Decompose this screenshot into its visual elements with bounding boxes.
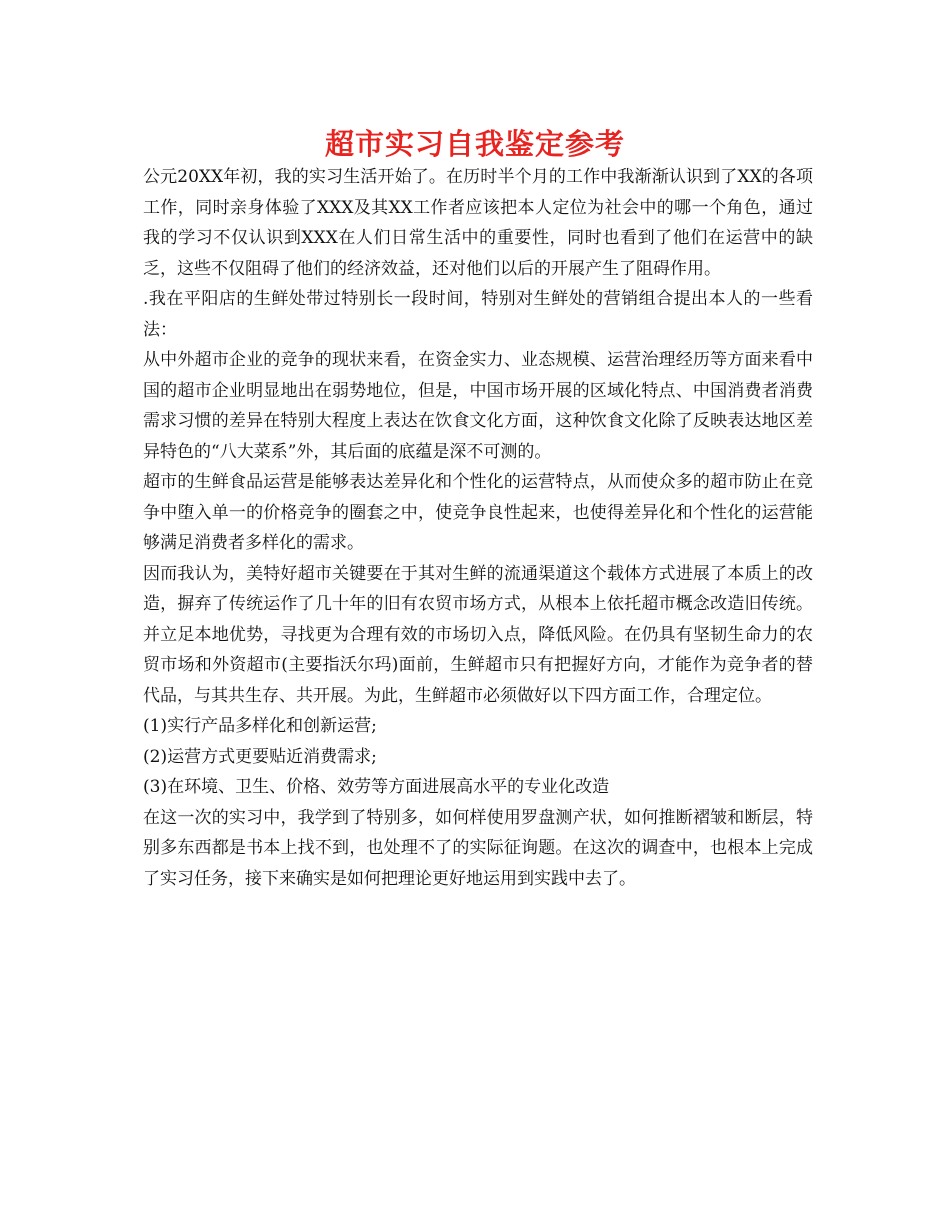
paragraph-intro: 公元20XX年初，我的实习生活开始了。在历时半个月的工作中我渐渐认识到了XX的各项工作，同时亲身体验了XXX及其XX工作者应该把本人定位为社会中的哪一个角色，通过我的学习不仅认识到XXX在人们日常生活中的重要性，同时也看到了他们在运营中的缺乏，这些不仅阻碍了他们的经济效益，还对他们以后的开展产生了阻碍作用。 — [143, 167, 813, 279]
paragraph-competition: 从中外超市企业的竞争的现状来看，在资金实力、业态规模、运营治理经历等方面来看中国的超市企业明显地出在弱势地位，但是，中国市场开展的区域化特点、中国消费者消费需求习惯的差异在特别大程度上表达在饮食文化方面，这种饮食文化除了反映表达地区差异特色的“八大菜系”外，其后面的底蕴是深不可测的。 — [143, 350, 813, 462]
list-item-1: (1)实行产品多样化和创新运营; — [143, 716, 377, 736]
paragraph-conclusion: 在这一次的实习中，我学到了特别多，如何样使用罗盘测产状，如何推断褶皱和断层，特别多东西都是书本上找不到，也处理不了的实际征询题。在这次的调查中，也根本上完成了实习任务，接下来确实是如何把理论更好地运用到实践中去了。 — [143, 807, 813, 889]
paragraph-fresh-food: 超市的生鲜食品运营是能够表达差异化和个性化的运营特点，从而使众多的超市防止在竞争中堕入单一的价格竞争的圈套之中，使竞争良性起来，也使得差异化和个性化的运营能够满足消费者多样化的需求。 — [143, 472, 813, 553]
paragraph-fresh-section: .我在平阳店的生鲜处带过特别长一段时间，特别对生鲜处的营销组合提出本人的一些看法： — [143, 289, 813, 340]
document-title: 超市实习自我鉴定参考 — [324, 127, 625, 161]
list-item-2: (2)运营方式更要贴近消费需求; — [143, 746, 377, 767]
paragraph-opinion: 因而我认为，美特好超市关键要在于其对生鲜的流通渠道这个载体方式进展了本质上的改造，摒弃了传统运作了几十年的旧有农贸市场方式，从根本上依托超市概念改造旧传统。并立足本地优势，寻找更为合理有效的市场切入点，降低风险。在仍具有坚韧生命力的农贸市场和外资超市(主要指沃尔玛)面前，生鲜超市只有把握好方向，才能作为竞争者的替代品，与其共生存、共开展。为此，生鲜超市必须做好以下四方面工作，合理定位。 — [143, 563, 813, 706]
document-body — [143, 162, 813, 894]
list-item-3: (3)在环境、卫生、价格、效劳等方面进展高水平的专业化改造 — [143, 777, 610, 797]
